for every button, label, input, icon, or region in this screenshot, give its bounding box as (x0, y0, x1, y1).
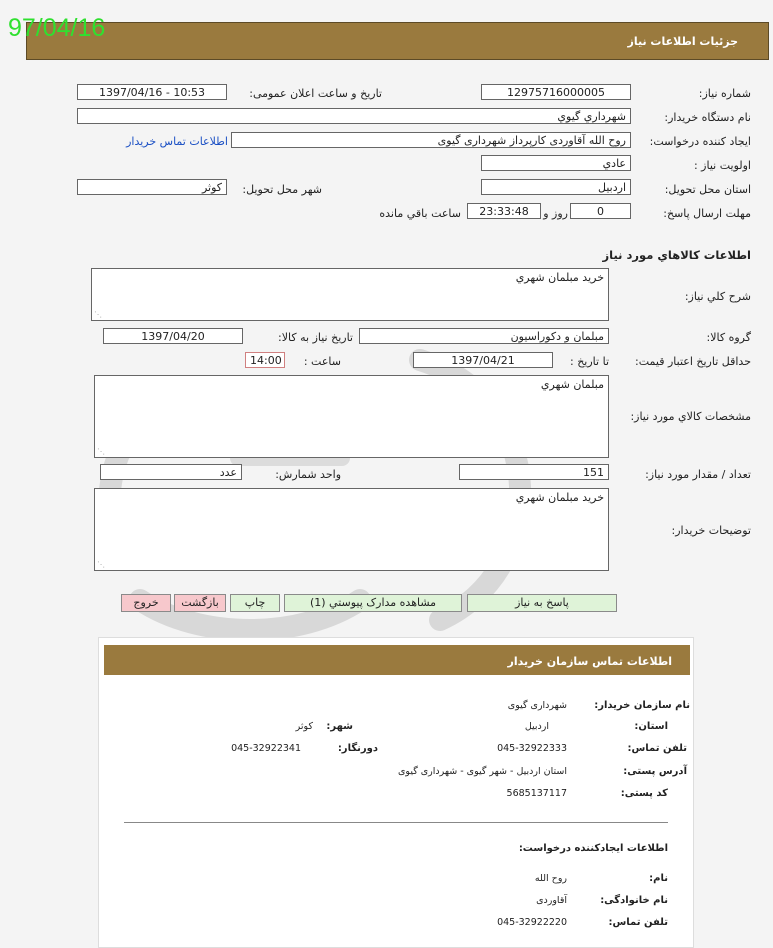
resize-grip-icon[interactable]: ⋰ (97, 560, 105, 569)
announce-date-label: تاريخ و ساعت اعلان عمومی: (249, 87, 382, 100)
org-label: نام سازمان خریدار: (594, 700, 690, 711)
contact-city-label: شهر: (326, 721, 353, 732)
phone-value: 045-32922333 (497, 743, 567, 754)
resize-grip-icon[interactable]: ⋰ (97, 447, 105, 456)
days-field[interactable]: 0 (570, 203, 631, 219)
buyer-desc-textarea[interactable] (94, 488, 609, 571)
deadline-label: مهلت ارسال پاسخ: (663, 207, 751, 220)
need-date-field[interactable]: 1397/04/20 (103, 328, 243, 344)
min-validity-label: حداقل تاريخ اعتبار قيمت: (635, 355, 751, 368)
city-field[interactable]: كوثر (77, 179, 227, 195)
until-date-field[interactable]: 1397/04/21 (413, 352, 553, 368)
goods-section-title: اطلاعات کالاهاي مورد نياز (602, 248, 751, 262)
creator-name-label: نام: (649, 873, 668, 884)
hour-label: ساعت : (303, 355, 341, 368)
remaining-label: ساعت باقي مانده (379, 207, 461, 220)
divider (124, 822, 668, 823)
announce-date-field[interactable]: 1397/04/16 - 10:53 (77, 84, 227, 100)
specs-textarea[interactable] (94, 375, 609, 458)
contact-card-title: اطلاعات تماس سازمان خریدار (507, 655, 672, 668)
buyer-desc-text: خريد مبلمان شهري (515, 491, 604, 504)
creator-phone-value: 045-32922220 (497, 917, 567, 928)
buyer-desc-label: توضيحات خريدار: (671, 524, 751, 537)
contact-card-header (104, 645, 690, 675)
contact-province-label: استان: (634, 721, 668, 732)
until-date-label: تا تاريخ : (570, 355, 609, 368)
address-value: استان اردبیل - شهر گیوی - شهرداری گیوی (397, 766, 567, 777)
group-label: گروه کالا: (706, 331, 751, 344)
summary-text: خريد مبلمان شهري (515, 271, 604, 284)
unit-label: واحد شمارش: (275, 468, 341, 481)
need-date-label: تاريخ نياز به کالا: (278, 331, 353, 344)
hour-field[interactable]: 14:00 (245, 352, 285, 368)
specs-text: مبلمان شهري (540, 378, 604, 391)
qty-field[interactable]: 151 (459, 464, 609, 480)
reply-button[interactable]: پاسخ به نياز (467, 594, 617, 612)
contact-city-value: کوثر (295, 721, 313, 732)
phone-label: تلفن تماس: (627, 743, 687, 754)
priority-field[interactable]: عادي (481, 155, 631, 171)
province-field[interactable]: اردبيل (481, 179, 631, 195)
need-number-label: شماره نياز: (698, 87, 751, 100)
date-stamp: 97/04/16 (8, 14, 106, 42)
creator-family-label: نام خانوادگی: (600, 895, 668, 906)
need-number-field[interactable]: 1297571600000‎5 (481, 84, 631, 100)
creator-field[interactable]: روح الله آقاوردی کارپرداز شهرداری گیوی (231, 132, 631, 148)
time-remaining-field[interactable]: 23:33:48 (467, 203, 541, 219)
fax-value: 045-32922341 (231, 743, 301, 754)
creator-label: ايجاد کننده درخواست: (649, 135, 751, 148)
days-label: روز و (543, 207, 568, 220)
summary-textarea[interactable] (91, 268, 609, 321)
fax-label: دورنگار: (337, 743, 378, 754)
exit-button[interactable]: خروج (121, 594, 171, 612)
attachments-button[interactable]: مشاهده مدارک پيوستي (1) (284, 594, 462, 612)
page-title: جزئيات اطلاعات نياز (627, 35, 738, 48)
specs-label: مشخصات کالاي مورد نياز: (630, 410, 751, 423)
city-label: شهر محل تحويل: (242, 183, 322, 196)
contact-province-value: اردبیل (524, 721, 549, 732)
back-button[interactable]: بازگشت (174, 594, 226, 612)
group-field[interactable]: مبلمان و دکوراسيون (359, 328, 609, 344)
creator-info-title: اطلاعات ایجادکننده درخواست: (518, 843, 668, 854)
creator-name-value: روح الله (534, 873, 567, 884)
qty-label: تعداد / مقدار مورد نياز: (645, 468, 751, 481)
postal-value: 5685137117 (506, 788, 567, 799)
buyer-label: نام دستگاه خريدار: (664, 111, 751, 124)
province-label: استان محل تحويل: (664, 183, 751, 196)
resize-grip-icon[interactable]: ⋰ (94, 310, 102, 319)
org-value: شهرداری گیوی (507, 700, 567, 711)
print-button[interactable]: چاپ (230, 594, 280, 612)
buyer-field[interactable]: شهرداري گيوي (77, 108, 631, 124)
summary-label: شرح کلي نياز: (684, 290, 751, 303)
creator-phone-label: تلفن تماس: (608, 917, 668, 928)
buyer-contact-link[interactable]: اطلاعات تماس خريدار (126, 135, 228, 148)
address-label: آدرس پستی: (623, 766, 687, 777)
creator-family-value: آقاوردی (536, 895, 567, 906)
unit-field[interactable]: عدد (100, 464, 242, 480)
postal-label: کد پستی: (620, 788, 668, 799)
page-header (26, 22, 769, 60)
priority-label: اولويت نياز : (693, 159, 751, 172)
